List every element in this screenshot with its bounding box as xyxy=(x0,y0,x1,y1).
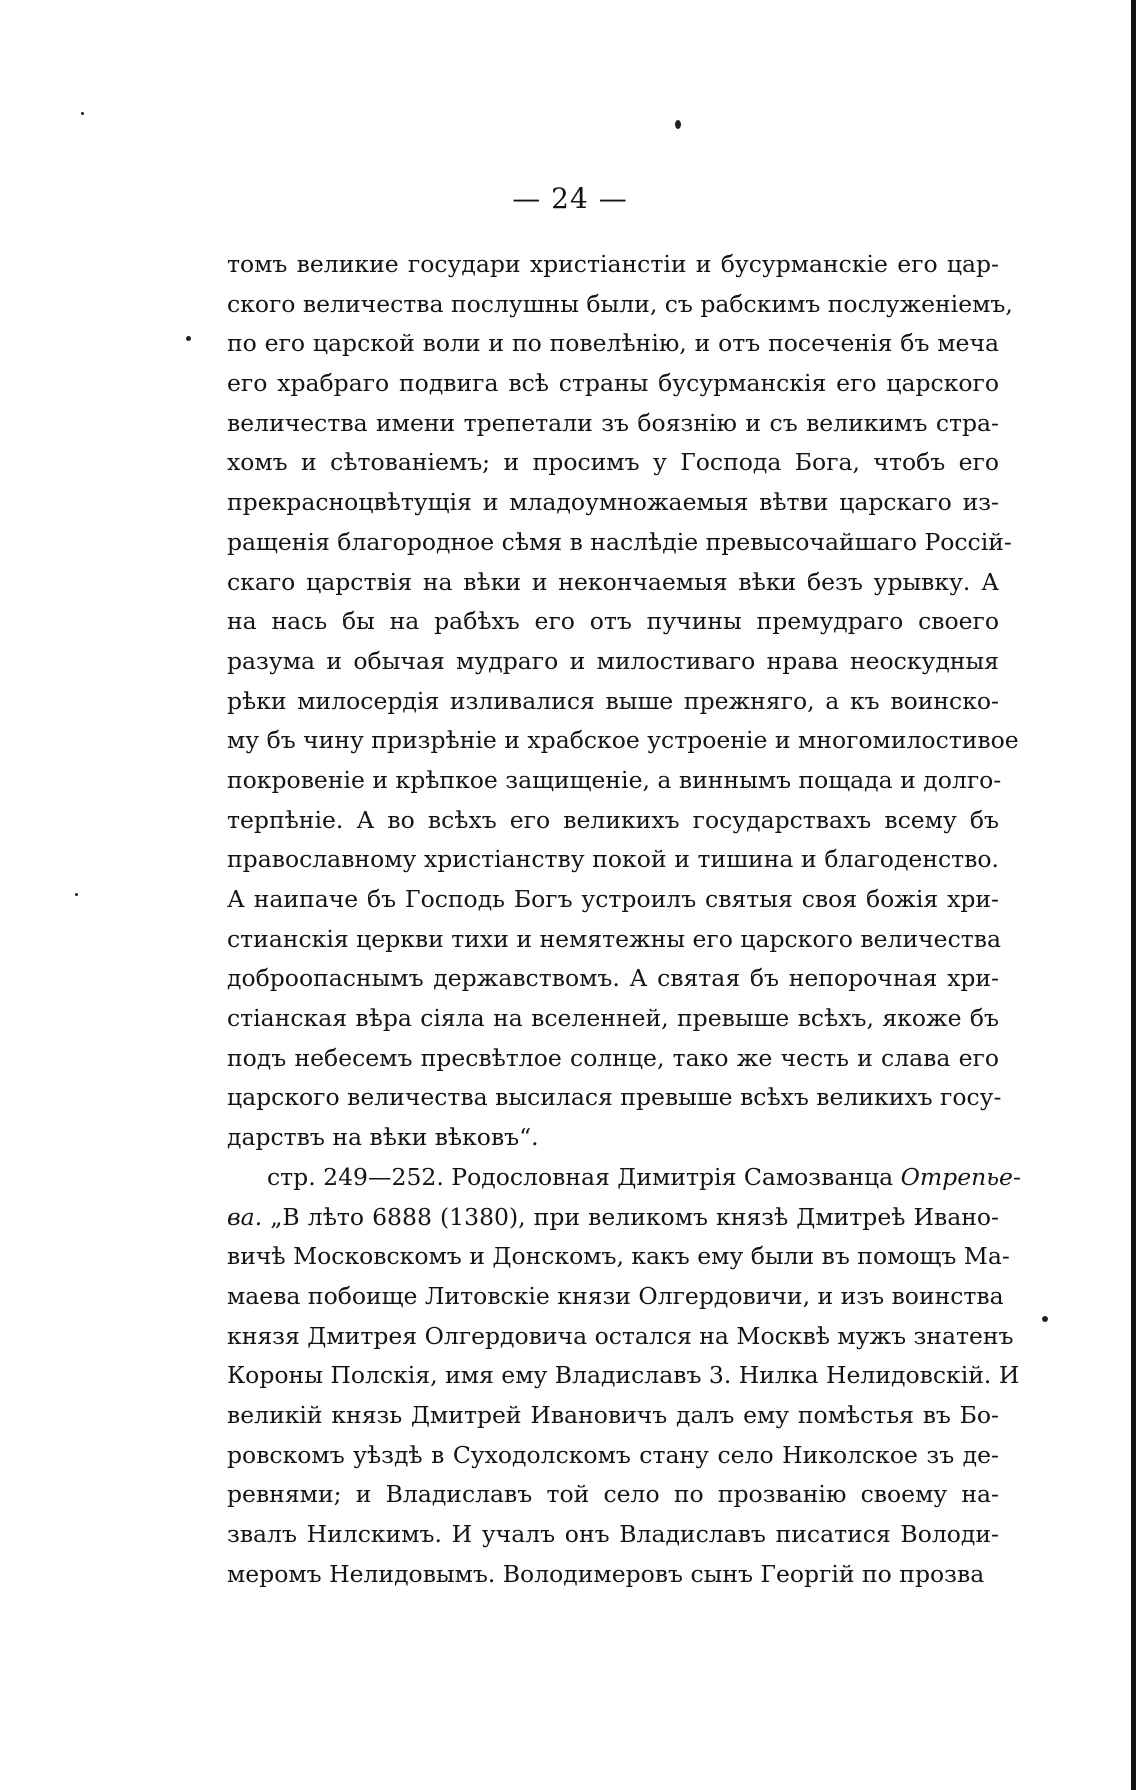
text-line: вичѣ Московскомъ и Донскомъ, какъ ему были въ помощъ Ма- xyxy=(227,1242,1010,1271)
text-line: его храбраго подвига всѣ страны бусурманскія его царского xyxy=(227,369,999,398)
text-line: терпѣніе. А во всѣхъ его великихъ государствахъ всему бъ xyxy=(227,805,999,834)
scan-speck xyxy=(1042,1316,1048,1322)
text-line: му бъ чину призрѣніе и храбское устроеніе и многомилостивое xyxy=(227,726,1019,755)
text-line: по его царской воли и по повелѣнію, и отъ посеченія бъ меча xyxy=(227,329,999,358)
text-line: дарствъ на вѣки вѣковъ“. xyxy=(227,1123,539,1152)
text-line: князя Дмитрея Олгердовича остался на Москвѣ мужъ знатенъ xyxy=(227,1321,1014,1350)
scan-speck xyxy=(675,120,681,129)
text-line: величества имени трепетали зъ боязнію и съ великимъ стра- xyxy=(227,408,999,437)
italic-name: Отрепье- xyxy=(900,1162,1021,1191)
text-line: скаго царствія на вѣки и некончаемыя вѣки безъ урывку. А xyxy=(227,567,999,596)
text-line: ровскомъ уѣздѣ в Суходолскомъ стану село Николское зъ де- xyxy=(227,1440,999,1469)
text-line: А наипаче бъ Господь Богъ устроилъ святыя своя божія хри- xyxy=(227,885,999,913)
page-number: — 24 — xyxy=(512,182,628,215)
paragraph-2-first-line xyxy=(227,1158,1021,1198)
text-line: великій князь Дмитрей Ивановичъ далъ ему помѣстья въ Бо- xyxy=(227,1400,999,1429)
scan-speck xyxy=(75,893,78,896)
text-line: томъ великие государи христіанстіи и бусурманскіе его цар- xyxy=(227,250,999,278)
scan-edge xyxy=(1131,0,1136,1790)
text-line: на нась бы на рабѣхъ его отъ пучины премудраго своего xyxy=(227,607,999,636)
text-line: покровеніе и крѣпкое защищеніе, а виннымъ пощада и долго- xyxy=(227,765,1002,794)
italic-name-end: ва. xyxy=(227,1202,263,1231)
text-line: меромъ Нелидовымъ. Володимеровъ сынъ Георгій по прозва xyxy=(227,1559,985,1588)
citation-text: стр. 249—252. Родословная Димитрія Самозванца xyxy=(267,1162,901,1191)
main-text xyxy=(227,245,1021,1594)
paragraph-2-second-line xyxy=(227,1198,999,1238)
text-line: хомъ и сѣтованіемъ; и просимъ у Господа Бога, чтобъ его xyxy=(227,448,999,477)
scan-speck xyxy=(81,112,84,115)
text-line: прекраснoцвѣтущія и младоумножаемыя вѣтви царскаго из- xyxy=(227,488,999,517)
text-line: разума и обычая мудраго и милостиваго нрава неоскудныя xyxy=(227,646,999,675)
text-line: православному христіанству покой и тишина и благоденство. xyxy=(227,845,999,874)
text-line: звалъ Нилскимъ. И учалъ онъ Владиславъ писатися Володи- xyxy=(227,1520,999,1548)
text-line: стіанская вѣра сіяла на вселенней, превыше всѣхъ, якоже бъ xyxy=(227,1004,999,1033)
text-line: ревнями; и Владиславъ той село по прозванію своему на- xyxy=(227,1480,999,1509)
text-line: ского величества послушны были, съ рабскимъ послуженіемъ, xyxy=(227,289,1013,318)
quote-start: „В лѣто 6888 (1380), при великомъ князѣ Дмитреѣ Ивано- xyxy=(262,1202,999,1231)
text-line: маева побоище Литовскіе князи Олгердовичи, и изъ воинства xyxy=(227,1281,1004,1310)
text-line: рѣки милосердія изливалися выше прежняго, а къ воинско- xyxy=(227,686,999,715)
text-line: подъ небесемъ пресвѣтлое солнце, тако же честь и слава его xyxy=(227,1043,999,1072)
text-line: Короны Полскія, имя ему Владиславъ 3. Нилка Нелидовскій. И xyxy=(227,1361,1020,1390)
text-line: стианскія церкви тихи и немятежны его царского величества xyxy=(227,924,1001,953)
text-line: доброопаснымъ державствомъ. А святая бъ непорочная хри- xyxy=(227,964,999,993)
text-line: царского величества высилася превыше всѣхъ великихъ госу- xyxy=(227,1083,1002,1112)
scan-speck xyxy=(186,336,191,341)
text-line: ращенія благородное сѣмя в наслѣдіе превысочайшаго Россій- xyxy=(227,527,1012,556)
